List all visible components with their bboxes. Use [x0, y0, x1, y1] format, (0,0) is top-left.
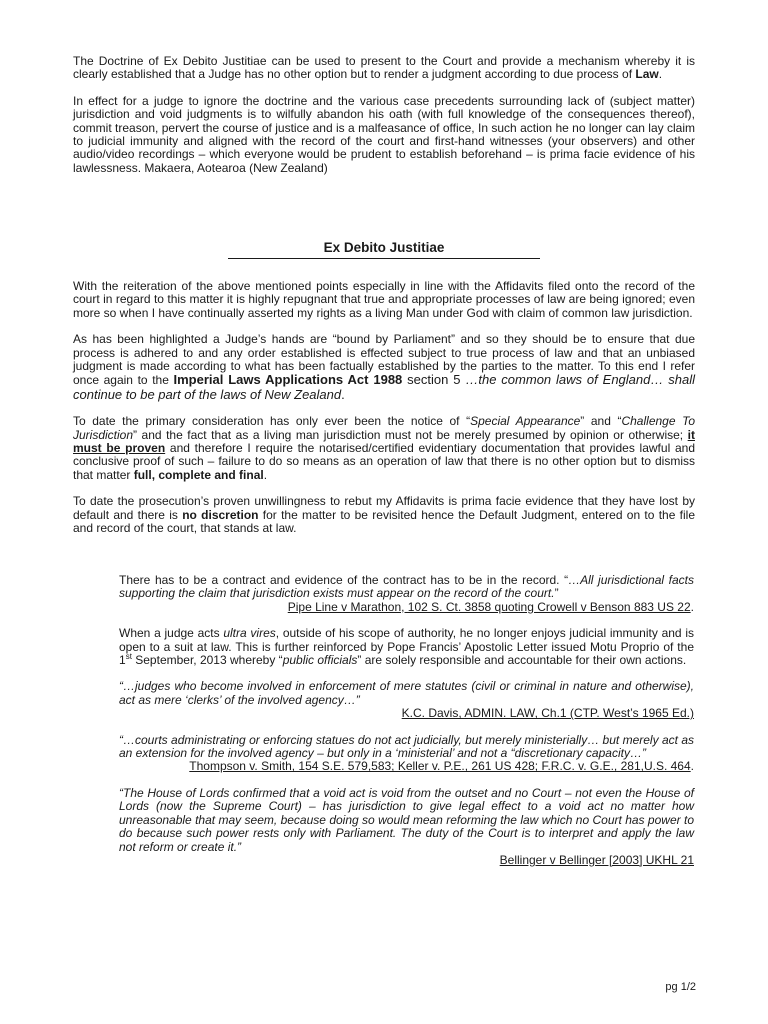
- text: ” are solely responsible and accountable for their own actions.: [357, 653, 687, 668]
- quote-courts: [119, 734, 694, 761]
- citation: [119, 760, 694, 773]
- italic-text: ultra vires: [223, 626, 276, 641]
- bold-text: full, complete and final: [133, 467, 264, 482]
- text: .: [341, 386, 345, 402]
- text: .: [658, 67, 663, 82]
- quote-ultra-vires: [119, 627, 694, 667]
- text: There has to be a contract and evidence of the contract has to be in the record. “: [119, 573, 569, 587]
- bold-text: no discretion: [182, 507, 259, 522]
- italic-text: public officials: [282, 653, 358, 668]
- page-number: pg 1/2: [665, 981, 696, 993]
- paragraph-judges-hands: [73, 333, 695, 402]
- section-heading: Ex Debito Justitiae: [228, 240, 540, 259]
- italic-text: “…courts administrating or enforcing statues do not act judicially, but merely ministerially… but merely act as an extension for the involved agency – but only in a ‘ministerial’ and not a “discretionary capacity…”: [119, 732, 694, 761]
- emphasis-text: it must be proven: [73, 427, 695, 456]
- text: .: [690, 759, 694, 774]
- italic-text: Challenge To Jurisdiction: [73, 414, 695, 442]
- text: To date the prosecution’s proven unwillingness to rebut my Affidavits is prima facie evidence that they have lost by default and there is: [73, 494, 695, 522]
- citation-text: K.C. Davis, ADMIN. LAW, Ch.1 (CTP. West’s 1965 Ed.): [401, 706, 694, 721]
- text: The Doctrine of Ex Debito Justitiae can be used to present to the Court and provide a mechanism whereby it is clearly established that a Judge has no other option but to render a judgment according to due process of: [73, 54, 695, 82]
- bold-text: Law: [635, 67, 659, 82]
- superscript: st: [125, 652, 132, 662]
- text: September, 2013 whereby “: [131, 653, 283, 668]
- italic-text: “The House of Lords confirmed that a void act is void from the outset and no Court – not even the House of Lords (now the Supreme Court) – has jurisdiction to give legal effect to a void act no matter how unreasonable that may seem, because doing so would mean reforming the law which no Court has power to do because such power rests only with Parliament. The duty of the Court is to interpret and apply the law not reform or create it.”: [119, 785, 694, 854]
- text: section 5: [402, 372, 466, 388]
- text: As has been highlighted a Judge’s hands are “bound by Parliament” and so they should be to ensure that due process is adhered to and any order established is effected subject to true process of law and that an unbiased judgment is made according to what has been factually established by the parties to the matter. To this end I refer once again to the: [73, 332, 695, 388]
- text: ”: [554, 586, 559, 601]
- citation-text: Thompson v. Smith, 154 S.E. 579,583; Keller v. P.E., 261 US 428; F.R.C. v. G.E., 281,U.S. 464: [189, 759, 691, 774]
- text: To date the primary consideration has only ever been the notice of “: [73, 414, 471, 429]
- text: for the matter to be revisited hence the Default Judgment, entered on to the file and record of the court, that stands at law.: [73, 507, 696, 536]
- italic-text: …All jurisdictional facts supporting the claim that jurisdiction exists must appear on the record of the court.: [119, 573, 694, 601]
- citation: [119, 707, 694, 720]
- text: , outside of his scope of authority, he no longer enjoys judicial immunity and is open to a suit at law. This is further reinforced by Pope Francis’ Apostolic Letter issued Motu Proprio of the 1: [119, 626, 695, 668]
- text: and therefore I require the notarised/certified evidentiary documentation that provides lawful and conclusive proof of such – failure to do so means as an operation of law that there is no other option but to dismiss that matter: [73, 441, 695, 482]
- paragraph-primary-consideration: [73, 415, 695, 482]
- quote-house-of-lords: [119, 787, 694, 854]
- italic-text: Special Appearance: [470, 414, 581, 429]
- italic-text: “…judges who become involved in enforcement of mere statutes (civil or criminal in nature and otherwise), act as mere ‘clerks’ of the involved agency…”: [119, 679, 694, 707]
- paragraph-doctrine: [73, 55, 695, 82]
- quote-judges: [119, 680, 694, 707]
- text: ” and the fact that as a living man jurisdiction must not be merely presumed by opinion or otherwise;: [133, 427, 688, 442]
- quotes-section: [119, 574, 694, 867]
- text: When a judge acts: [119, 626, 224, 641]
- act-name: Imperial Laws Applications Act 1988: [173, 372, 403, 388]
- quote-text: …the common laws of England… shall continue to be part of the laws of New Zealand: [73, 372, 695, 402]
- text: .: [690, 599, 694, 614]
- quote-contract: [119, 574, 694, 601]
- intro-section: [73, 55, 695, 188]
- citation: [119, 601, 694, 614]
- citation: [119, 854, 694, 867]
- citation-text: Bellinger v Bellinger [2003] UKHL 21: [499, 852, 694, 867]
- body-section: [73, 280, 695, 549]
- citation-text: Pipe Line v Marathon, 102 S. Ct. 3858 quoting Crowell v Benson 883 US 22: [287, 599, 691, 614]
- text: .: [263, 467, 268, 482]
- text: ” and “: [580, 414, 622, 429]
- paragraph-prosecution: [73, 495, 695, 535]
- paragraph-reiteration: With the reiteration of the above mentioned points especially in line with the Affidavits filed onto the record of the court in regard to this matter it is highly repugnant that true and appropriate processes of law are being ignored; even more so when I have continually asserted my rights as a living Man under God with claim of common law jurisdiction.: [73, 279, 695, 320]
- paragraph-effect: In effect for a judge to ignore the doctrine and the various case precedents surrounding lack of (subject matter) jurisdiction and void judgments is to wilfully abandon his oath (with full knowledge of the consequences thereof), commit treason, pervert the course of justice and is a malfeasance of office, In such action he no longer can lay claim to judicial immunity and aligned with the record of the court and first-hand witnesses (your observers) and other audio/video recordings – which everyone would be prudent to establish beforehand – is prima facie evidence of his lawlessness. Makaera, Aotearoa (New Zealand): [73, 93, 695, 175]
